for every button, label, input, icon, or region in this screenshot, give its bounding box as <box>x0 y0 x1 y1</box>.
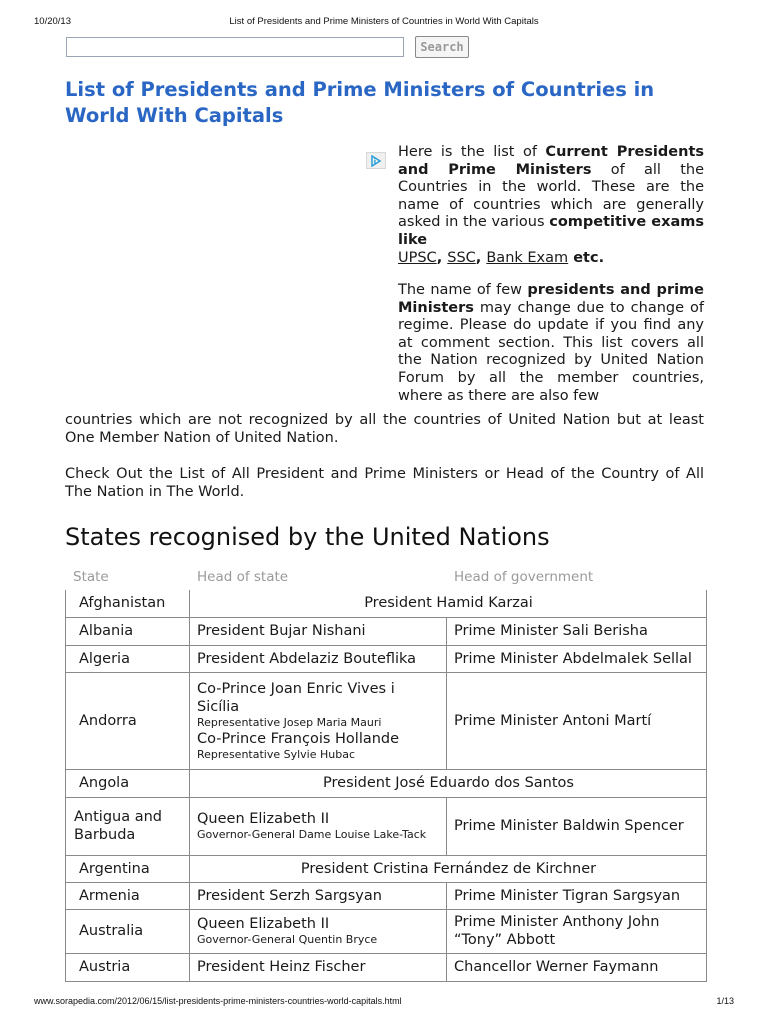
head-of-government-cell: Prime Minister Sali Berisha <box>447 617 707 645</box>
table-row <box>66 882 707 909</box>
representative-line: Representative Josep Maria Mauri <box>197 715 382 729</box>
regime-bold-presidents: presidents and prime Ministers <box>398 282 705 316</box>
representative-line: Representative Sylvie Hubac <box>197 747 356 761</box>
head-of-government-cell: Chancellor Werner Faymann <box>447 953 707 981</box>
head-of-government-cell: Prime Minister Tigran Sargsyan <box>447 882 707 909</box>
head-of-government-cell: Prime Minister Baldwin Spencer <box>447 797 707 855</box>
print-title: List of Presidents and Prime Ministers of Countries in World With Capitals <box>229 16 539 27</box>
table-column-headers <box>65 568 706 586</box>
regime-text-1: The name of few <box>398 282 528 298</box>
head-of-state-cell <box>190 672 447 769</box>
check-out-paragraph: Check Out the List of All President and Prime Ministers or Head of the Country of All The Nation in The World. <box>65 466 704 500</box>
table-row <box>66 645 707 672</box>
head-of-government-cell: Prime Minister Anthony John “Tony” Abbott <box>447 909 707 953</box>
state-cell: Australia <box>66 909 190 953</box>
state-cell: Antigua and Barbuda <box>66 797 190 855</box>
adchoices-glyph <box>370 155 382 167</box>
state-cell: Algeria <box>66 645 190 672</box>
co-prince-line: Co-Prince François Hollande <box>197 730 400 747</box>
bank-exam-link[interactable]: Bank Exam <box>486 249 569 266</box>
page-number: 1/13 <box>716 996 734 1006</box>
head-of-state-cell <box>190 909 447 953</box>
table-row <box>66 590 707 617</box>
head-of-government-cell: Prime Minister Abdelmalek Sellal <box>447 645 707 672</box>
co-prince-line: Co-Prince Joan Enric Vives i Sicília <box>197 680 395 715</box>
monarch-line: Queen Elizabeth II <box>197 916 330 932</box>
regime-text-2: may change due to change of regime. Please do update if you find any at comment section. This list covers all the Nation recognized by United Nation Forum by all the member countries, where as there are also few <box>398 299 704 404</box>
head-of-state-cell <box>190 797 447 855</box>
regime-paragraph <box>398 282 704 405</box>
column-header-state: State <box>73 569 109 585</box>
table-row <box>66 672 707 769</box>
table-row <box>66 617 707 645</box>
intro-bold-etc: etc. <box>568 249 605 266</box>
state-cell: Angola <box>66 769 190 797</box>
merged-head-cell: President José Eduardo dos Santos <box>190 769 707 797</box>
merged-head-cell: President Hamid Karzai <box>190 590 707 617</box>
print-header <box>0 16 768 30</box>
column-header-head-of-state: Head of state <box>197 569 289 585</box>
state-cell: Argentina <box>66 855 190 882</box>
state-cell: Andorra <box>66 672 190 769</box>
state-cell: Albania <box>66 617 190 645</box>
head-of-government-cell: Prime Minister Antoni Martí <box>447 672 707 769</box>
merged-head-cell: President Cristina Fernández de Kirchner <box>190 855 707 882</box>
column-header-head-of-government: Head of government <box>454 569 594 585</box>
table-row <box>66 855 707 882</box>
intro-bold-competitive-exams: competitive exams like <box>398 214 705 248</box>
print-footer <box>0 996 768 1010</box>
adchoices-icon[interactable] <box>366 152 386 169</box>
print-url: www.sorapedia.com/2012/06/15/list-presidents-prime-ministers-countries-world-capitals.html <box>34 996 402 1006</box>
monarch-line: Queen Elizabeth II <box>197 811 330 827</box>
upsc-link[interactable]: UPSC <box>398 249 437 266</box>
governor-general-line: Governor-General Dame Louise Lake-Tack <box>197 828 427 841</box>
intro-bold-current-presidents: Current Presidents and Prime Ministers <box>398 144 705 178</box>
intro-paragraph <box>398 144 704 267</box>
head-of-state-cell: President Abdelaziz Bouteflika <box>190 645 447 672</box>
table-row <box>66 797 707 855</box>
table-row <box>66 953 707 981</box>
head-of-state-cell: President Serzh Sargsyan <box>190 882 447 909</box>
leaders-table <box>65 590 707 982</box>
intro-sep-1: , <box>436 249 448 266</box>
state-cell: Armenia <box>66 882 190 909</box>
section-heading: States recognised by the United Nations <box>65 523 550 551</box>
state-cell: Austria <box>66 953 190 981</box>
ssc-link[interactable]: SSC <box>447 249 476 266</box>
search-input[interactable] <box>66 37 404 57</box>
intro-sep-2: , <box>475 249 487 266</box>
regime-paragraph-continued: countries which are not recognized by all the countries of United Nation but at least One Member Nation of United Nation. <box>65 412 704 446</box>
intro-text-2: of all the Countries in the world. These are the name of countries which are generally asked in the various <box>398 161 704 231</box>
head-of-state-cell: President Heinz Fischer <box>190 953 447 981</box>
governor-general-line: Governor-General Quentin Bryce <box>197 933 378 946</box>
intro-text-1: Here is the list of <box>398 144 546 160</box>
head-of-state-cell: President Bujar Nishani <box>190 617 447 645</box>
search-button[interactable]: Search <box>415 36 469 58</box>
print-date: 10/20/13 <box>34 16 71 27</box>
table-row <box>66 909 707 953</box>
post-title: List of Presidents and Prime Ministers of Countries in World With Capitals <box>65 78 655 127</box>
state-cell: Afghanistan <box>66 590 190 617</box>
table-row <box>66 769 707 797</box>
